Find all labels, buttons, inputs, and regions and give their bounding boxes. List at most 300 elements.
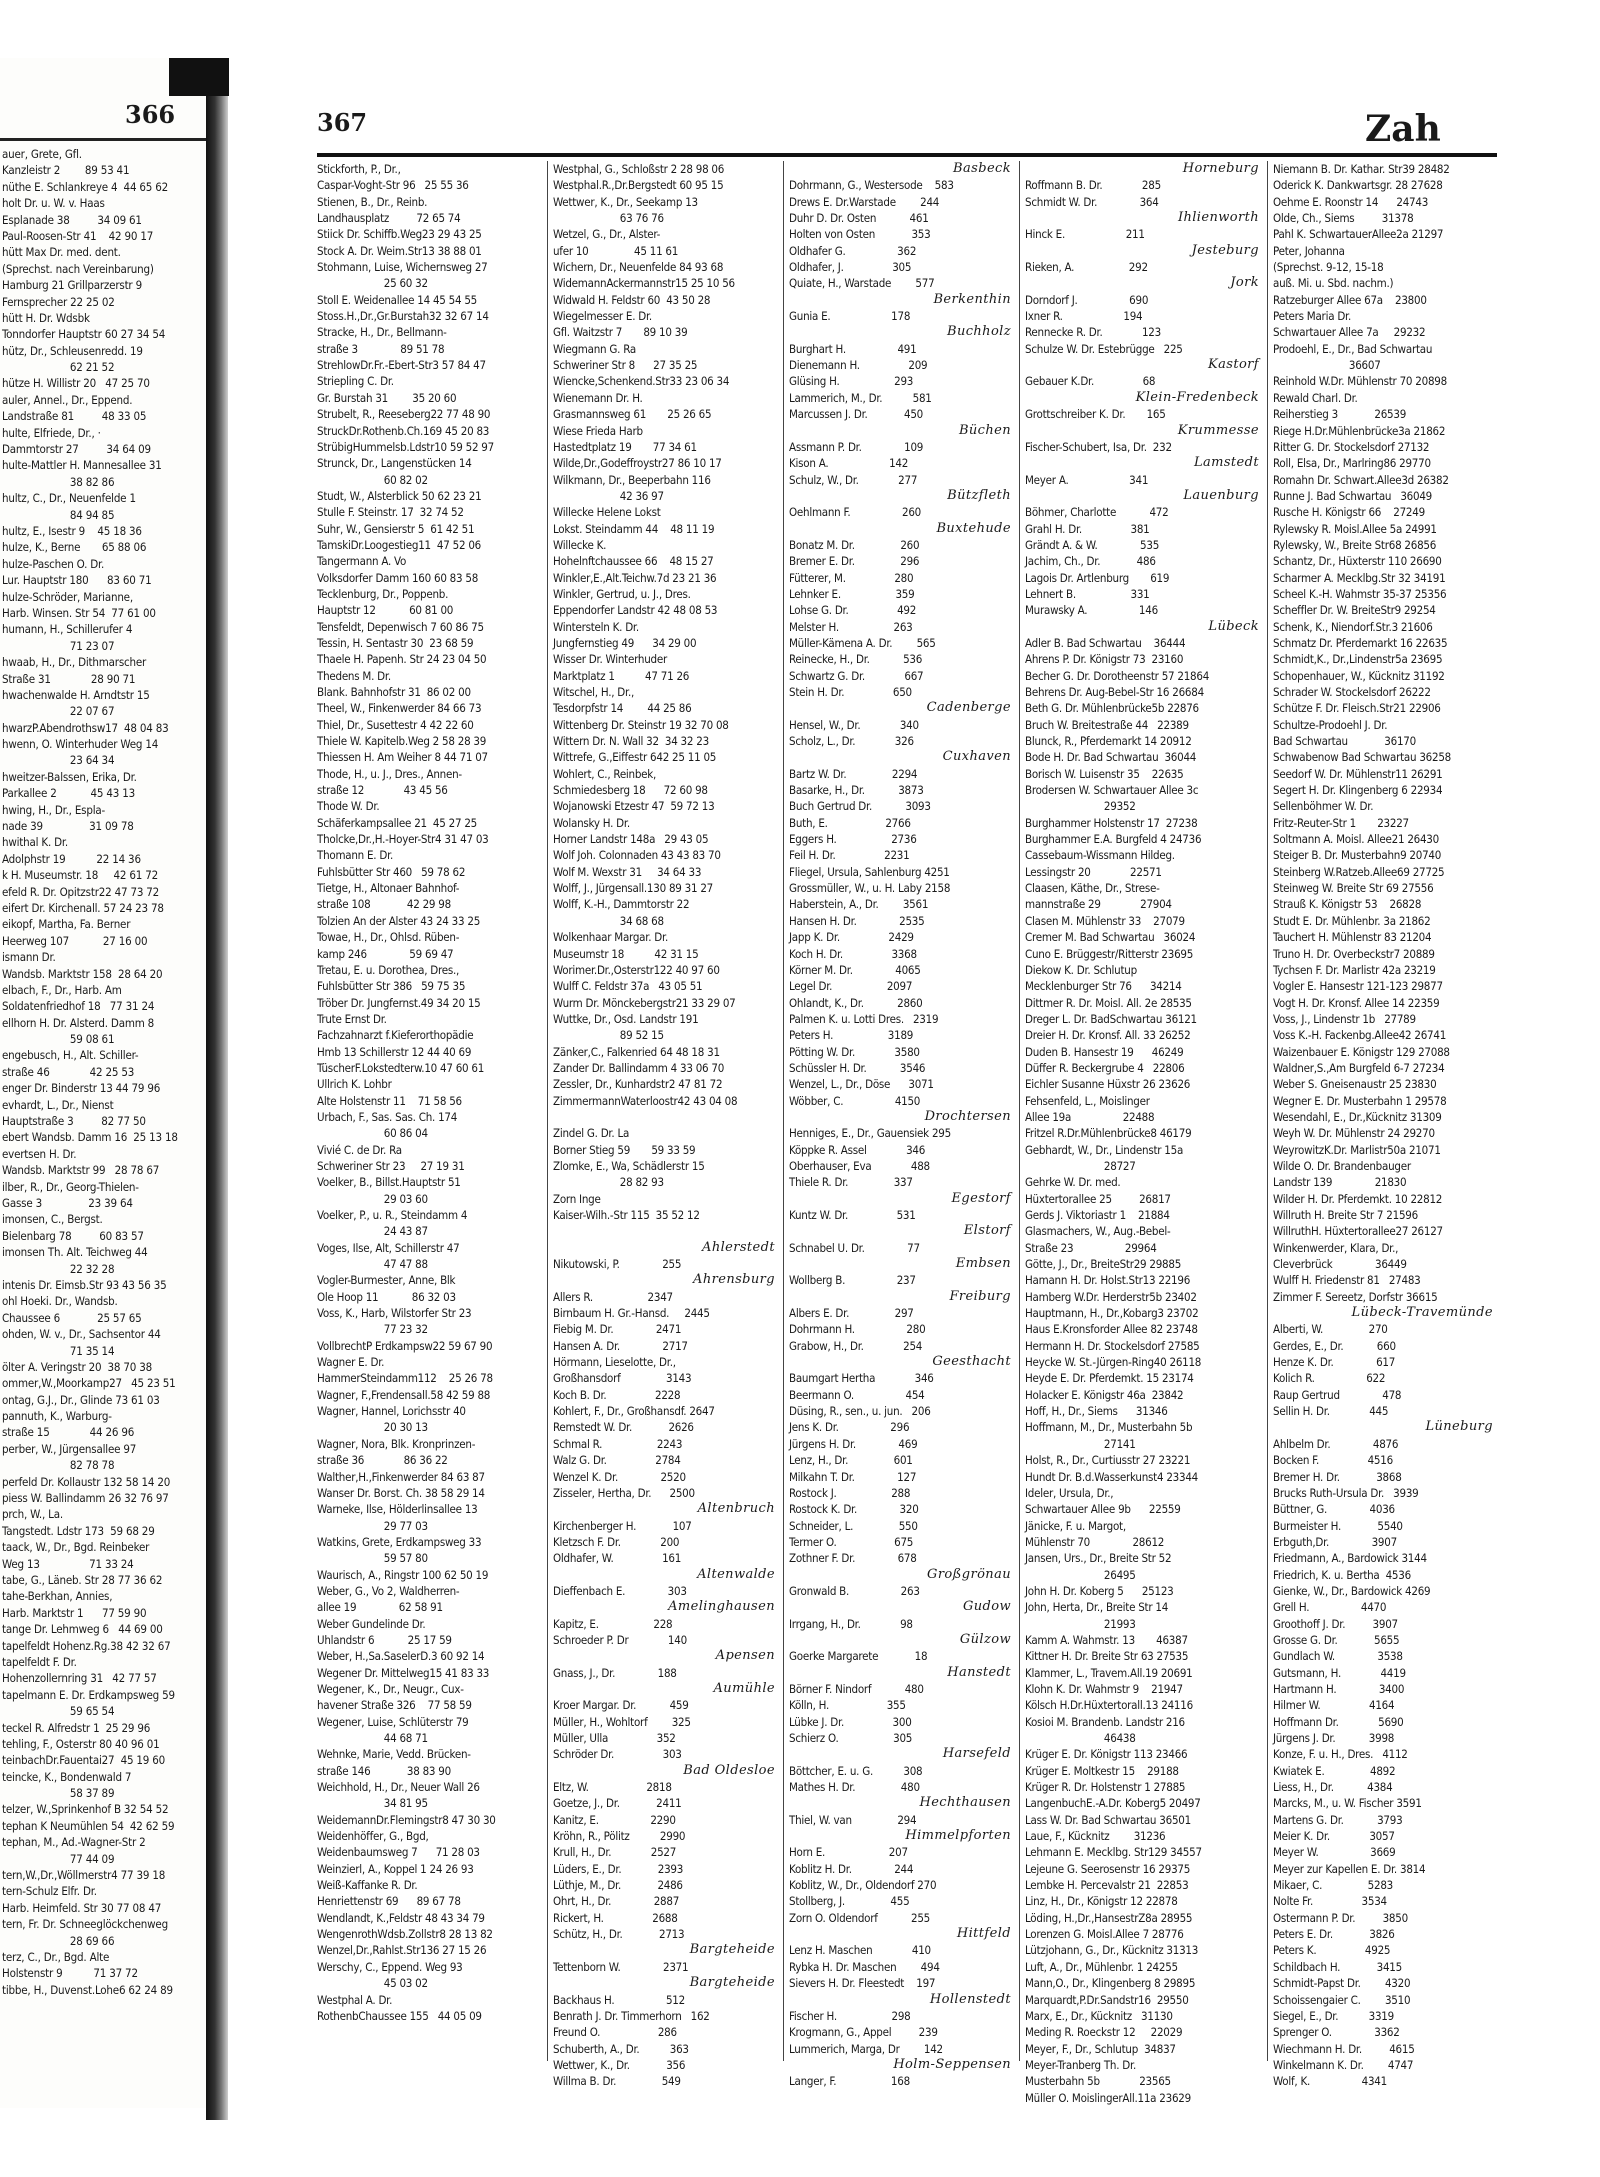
listing-line: Tangermann A. Vo [317,554,407,569]
listing-line: Tretau, E. u. Dorothea, Dres., [317,962,460,977]
listing-line: 22 07 67 [2,704,115,719]
listing-line: Wetzel, G., Dr., Alster- [553,227,661,242]
listing-line: 26495 [1025,1567,1136,1582]
listing-line: hultz, E., Isestr 9 45 18 36 [2,523,142,538]
listing-line: Drews E. Dr.Warstade 244 [789,194,940,209]
listing-line: Weber Gundelinde Dr. [317,1616,426,1631]
listing-line: Schopenhauer, W., Kücknitz 31192 [1273,668,1445,683]
listing-line: straße 12 43 45 56 [317,783,448,798]
listing-line: Erbguth,Dr. 3907 [1273,1534,1397,1549]
listing-line: Ohlandt, K., Dr. 2860 [789,995,923,1010]
listing-line: Willecke K. [553,537,607,552]
listing-line: hulte-Mattler H. Mannesallee 31 [2,458,162,473]
listing-line: Landstraße 81 48 33 05 [2,409,147,424]
listing-line: Wolff, K.-H., Dammtorstr 22 [553,897,690,912]
listing-line: efeld R. Dr. Opitzstr22 47 73 72 [2,884,160,899]
listing-line: Wittern Dr. N. Wall 32 34 32 23 [553,734,709,749]
town-heading: Cuxhaven [942,749,1011,765]
listing-line: Grosse G. Dr. 5655 [1273,1632,1400,1647]
listing-line: Stienen, B., Dr., Reinb. [317,194,428,209]
town-heading: Kastorf [1207,357,1259,373]
listing-line: auer, Grete, Gfl. [2,147,82,161]
listing-line: Wilde O. Dr. Brandenbauger [1273,1158,1411,1173]
listing-line: Tessin, H. Sentastr 30 23 68 59 [317,635,474,650]
listing-line: Weg 13 71 33 24 [2,1556,134,1571]
listing-line: Meier K. Dr. 3057 [1273,1829,1395,1844]
listing-line: Chaussee 6 25 57 65 [2,1310,142,1325]
listing-line: Hoffmann Dr. 5690 [1273,1714,1404,1729]
listing-line: Sellenböhmer W. Dr. [1273,799,1374,814]
listing-line: 58 37 89 [2,1786,115,1801]
listing-line: Ratzeburger Allee 67a 23800 [1273,292,1427,307]
listing-line: Eichler Susanne Hüxstr 26 23626 [1025,1077,1191,1092]
listing-line: Lüthje, M., Dr. 2486 [553,1878,683,1893]
listing-line: TamskiDr.Loogestieg11 47 52 06 [317,537,481,552]
listing-line: WeyrowitzK.Dr. Marlistr50a 21071 [1273,1142,1441,1157]
town-heading: Lübeck-Travemünde [1351,1305,1493,1321]
listing-line: Grasmannsweg 61 25 26 65 [553,407,712,422]
listing-line: Duden B. Hansestr 19 46249 [1025,1044,1184,1059]
listing-line: Parkallee 2 45 43 13 [2,786,135,801]
page-running-head: Zah [1365,108,1441,150]
listing-line: nade 39 31 09 78 [2,819,134,834]
listing-line: straße 108 42 29 98 [317,897,451,912]
listing-line: Schäferkampsallee 21 45 27 25 [317,815,477,830]
listing-line: ölter A. Veringstr 20 38 70 38 [2,1359,152,1374]
listing-line: Voges, Ilse, Alt, Schillerstr 47 [317,1240,460,1255]
listing-line: Buth, E. 2766 [789,815,911,830]
listing-line: Irrgang, H., Dr. 98 [789,1616,913,1631]
directory-column-5 [1273,161,1497,2089]
listing-line: Meyer A. 341 [1025,472,1149,487]
listing-line: telzer, W.,Sprinkenhof B 32 54 52 [2,1802,169,1817]
listing-line: Börner F. Nindorf 480 [789,1681,924,1696]
listing-line: Freund O. 286 [553,2025,677,2040]
listing-line: Tychsen F. Dr. Marlistr 42a 23219 [1273,962,1436,977]
listing-line: Müller-Kämena A. Dr. 565 [789,635,936,650]
listing-line: evhardt, L., Dr., Nienst [2,1097,114,1112]
listing-line: Museumstr 18 42 31 15 [553,946,699,961]
listing-line: 34 68 68 [553,913,664,928]
listing-line: 34 81 95 [317,1796,428,1811]
listing-line: Cleverbrück 36449 [1273,1257,1407,1272]
listing-line: Haberstein, A., Dr. 3561 [789,897,929,912]
town-heading: Bargteheide [689,1975,775,1991]
listing-line: Wendlandt, K.,Feldstr 48 43 34 79 [317,1910,485,1925]
listing-line: perfeld Dr. Kollaustr 132 58 14 20 [2,1474,171,1489]
listing-line: Schröder Dr. 303 [553,1747,682,1762]
listing-line: hultz, C., Dr., Neuenfelde 1 [2,491,136,506]
listing-line: Dohrmann, G., Westersode 583 [789,178,954,193]
listing-line: Tecklenburg, Dr., Poppenb. [317,586,449,601]
listing-line: Gundlach W. 3538 [1273,1649,1403,1664]
listing-line: Sellin H. Dr. 445 [1273,1404,1389,1419]
listing-line: Wulff H. Friedenstr 81 27483 [1273,1273,1421,1288]
listing-line: Scheel K.-H. Wahmstr 35-37 25356 [1273,586,1447,601]
listing-line: Schwartauer Allee 7a 29232 [1273,325,1426,340]
listing-line: Tonndorfer Hauptstr 60 27 34 54 [2,327,166,342]
town-heading: Bad Oldesloe [683,1762,775,1778]
listing-line: Gebhardt, W., Dr., Lindenstr 15a [1025,1142,1184,1157]
listing-line: Lokst. Steindamm 44 48 11 19 [553,521,715,536]
listing-line: Ullrich K. Lohbr [317,1077,392,1092]
listing-line: Wettwer, K., Dr. 356 [553,2057,686,2072]
listing-line: Voss K.-H. Fackenbg.Allee42 26741 [1273,1028,1447,1043]
listing-line: Eltz, W. 2818 [553,1780,672,1795]
listing-line: Wandsb. Marktstr 158 28 64 20 [2,966,163,981]
listing-line: Wenzel,Dr.,Rahlst.Str136 27 15 26 [317,1943,487,1958]
listing-line: Dittmer R. Dr. Moisl. All. 2e 28535 [1025,995,1192,1010]
listing-line: Hermann H. Dr. Stockelsdorf 27585 [1025,1338,1200,1353]
listing-line: eikopf, Martha, Fa. Berner [2,917,131,932]
listing-line: Heerweg 107 27 16 00 [2,933,148,948]
listing-line: Kamm A. Wahmstr. 13 46387 [1025,1632,1188,1647]
listing-line: Burghammer Holstenstr 17 27238 [1025,815,1198,830]
current-page [235,58,1600,2120]
listing-line: Reiherstieg 3 26539 [1273,407,1407,422]
listing-line: Fuhlsbütter Str 460 59 78 62 [317,864,466,879]
listing-line: Zisseler, Hertha, Dr. 2500 [553,1485,695,1500]
listing-line: Glüsing H. 293 [789,374,914,389]
listing-line: Rieken, A. 292 [1025,260,1148,275]
listing-line: Werschy, C., Eppend. Weg 93 [317,1959,463,1974]
listing-line: Zorn O. Oldendorf 255 [789,1910,930,1925]
listing-line: Ixner R. 194 [1025,309,1143,324]
listing-line: Meyer, F., Dr., Schlutup 34837 [1025,2041,1176,2056]
listing-line: Pahl K. SchwartauerAllee2a 21297 [1273,227,1444,242]
listing-line: tern-Schulz Elfr. Dr. [2,1884,97,1899]
previous-page-listing [2,146,202,1998]
listing-line: Hüxtertorallee 25 26817 [1025,1191,1171,1206]
town-heading: Hanstedt [947,1664,1011,1680]
listing-line [553,1109,779,1125]
listing-line: Holacker E. Königstr 46a 23842 [1025,1387,1184,1402]
previous-page-rule [0,138,226,141]
listing-line: Adolphstr 19 22 14 36 [2,851,141,866]
listing-line: Hamburg 21 Grillparzerstr 9 [2,278,142,293]
listing-line: 29352 [1025,799,1136,814]
listing-line: Feil H. Dr. 2231 [789,848,910,863]
listing-line: Bode H. Dr. Bad Schwartau 36044 [1025,750,1197,765]
listing-line: Schmal R. 2243 [553,1436,683,1451]
listing-line: Watkins, Grete, Erdkampsweg 33 [317,1534,482,1549]
previous-page [0,58,226,2108]
column-divider [1019,161,1020,2061]
listing-line: Hansen A. Dr. 2717 [553,1338,688,1353]
listing-line: Meding R. Roeckstr 12 22029 [1025,2025,1183,2040]
listing-line: Hohenzollernring 31 42 77 57 [2,1671,157,1686]
town-heading: Gudow [962,1599,1011,1615]
listing-line: Müller O. MoislingerAll.11a 23629 [1025,2090,1191,2105]
listing-line: Stohmann, Luise, Wichernsweg 27 [317,260,488,275]
listing-line: Wiencke,Schenkend.Str33 23 06 34 [553,374,730,389]
listing-line: Marktplatz 1 47 71 26 [553,668,690,683]
listing-line: Kohlert, F., Dr., Großhansdf. 2647 [553,1404,715,1419]
column-divider [783,161,784,2061]
listing-line: Rennecke R. Dr. 123 [1025,325,1161,340]
listing-line: Schüssler H. Dr. 3546 [789,1060,926,1075]
listing-line: Schrader W. Stockelsdorf 26222 [1273,685,1431,699]
listing-line: Peters K. 4925 [1273,1943,1391,1958]
listing-line: Lenz H. Maschen 410 [789,1943,931,1958]
listing-line: Krüger E. Dr. Königstr 113 23466 [1025,1747,1188,1762]
listing-line: hulze-Schröder, Marianne, [2,589,133,604]
listing-line: Roffmann B. Dr. 285 [1025,178,1161,193]
listing-line: Straße 31 28 90 71 [2,671,136,686]
listing-line: John H. Dr. Koberg 5 25123 [1025,1583,1174,1598]
listing-line: Lorenzen G. Moisl.Allee 7 28776 [1025,1927,1184,1942]
town-heading: Basbeck [953,161,1011,176]
listing-line: Waldner,S.,Am Burgfeld 6-7 27234 [1273,1060,1445,1075]
listing-line: Steiger B. Dr. Musterbahn9 20740 [1273,848,1442,863]
listing-line: Krüger E. Moltkestr 15 29188 [1025,1763,1179,1778]
listing-line: hwenn, O. Winterhuder Weg 14 [2,737,159,752]
listing-line: 29 03 60 [317,1191,428,1206]
listing-line: Kison A. 142 [789,456,909,471]
listing-line: Wolff, J., Jürgensall.130 89 31 27 [553,881,714,896]
listing-line: Nikutowski, P. 255 [553,1257,682,1272]
listing-line: tehling, F., Osterstr 80 40 96 01 [2,1736,160,1751]
listing-line: straße 46 42 25 53 [2,1064,135,1079]
listing-line: Gerdes, E., Dr. 660 [1273,1338,1396,1353]
listing-line: Reinecke, H., Dr. 536 [789,652,923,667]
listing-line: Luft, A., Dr., Mühlenbr. 1 24255 [1025,1959,1178,1974]
listing-line: Zänker,C., Falkenried 64 48 18 31 [553,1044,720,1059]
listing-line: Hauptstr 12 60 81 00 [317,603,454,618]
listing-line: Rylewsky, W., Breite Str68 26856 [1273,537,1437,552]
listing-line: Lummerich, Marga, Dr 142 [789,2041,943,2056]
listing-line: Tesdorpfstr 14 44 25 86 [553,701,692,716]
listing-line: teckel R. Alfredstr 1 25 29 96 [2,1720,151,1735]
listing-line: Ahrens P. Dr. Königstr 73 23160 [1025,652,1184,667]
listing-line: Thedens M. Dr. [317,668,391,683]
listing-line: hulte, Elfriede, Dr., · [2,425,101,440]
listing-line: Stoll E. Weidenallee 14 45 54 55 [317,292,478,307]
listing-line: Kröhn, R., Pölitz 2990 [553,1829,686,1844]
listing-line: Jürgens H. Dr. 469 [789,1436,918,1451]
listing-line: Lübke J. Dr. 300 [789,1714,912,1729]
listing-line: Schwartz G. Dr. 667 [789,668,924,683]
listing-line: Vogler-Burmester, Anne, Blk [317,1273,456,1288]
listing-line: Kolich R. 622 [1273,1371,1386,1386]
listing-line: Haus E.Kronsforder Allee 82 23748 [1025,1322,1198,1337]
listing-line: John, Herta, Dr., Breite Str 14 [1025,1600,1169,1615]
listing-line: Worimer.Dr.,Osterstr122 40 97 60 [553,962,720,977]
listing-line: Lejeune G. Seerosenstr 16 29375 [1025,1861,1191,1876]
listing-line: Vogt H. Dr. Kronsf. Allee 14 22359 [1273,995,1440,1010]
listing-line: Koblitz, W., Dr., Oldendorf 270 [789,1878,937,1893]
listing-line: Seedorf W. Dr. Mühlenstr11 26291 [1273,766,1443,781]
listing-line: Dammtorstr 27 34 64 09 [2,442,151,457]
listing-line: Basarke, H., Dr. 3873 [789,783,924,798]
town-heading: Lauenburg [1183,487,1259,503]
listing-line: Zessler, Dr., Kunhardstr2 47 81 72 [553,1077,723,1092]
listing-line: Holten von Osten 353 [789,227,931,242]
listing-line: WillruthH. Hüxtertorallee27 26127 [1273,1224,1443,1239]
town-heading: Lüneburg [1425,1419,1493,1435]
town-heading: Hollenstedt [929,1991,1011,2007]
listing-line: Müller, Ulla 352 [553,1731,676,1745]
listing-line: kamp 246 59 69 47 [317,946,454,961]
listing-line: Scharmer A. Mecklbg.Str 32 34191 [1273,570,1446,585]
town-heading: Berkenthin [933,291,1011,307]
listing-line: Wagner E. Dr. [317,1355,385,1370]
listing-line: Winkelmann K. Dr. 4747 [1273,2057,1414,2072]
town-heading: Elstorf [963,1223,1011,1239]
listing-line: Dreier H. Dr. Kronsf. All. 33 26252 [1025,1028,1191,1043]
listing-line: Schierz O. 305 [789,1731,913,1745]
listing-line: tapelmann E. Dr. Erdkampsweg 59 [2,1687,175,1702]
listing-line: Kuntz W. Dr. 531 [789,1208,916,1222]
listing-line: Landstr 139 21830 [1273,1175,1407,1190]
town-heading: Jork [1230,275,1259,291]
listing-line: (Sprechst. 9-12, 15-18 [1273,260,1384,275]
listing-line: Marquardt,P.Dr.Sandstr16 29550 [1025,1992,1189,2007]
listing-line: Weber, H.,Sa.SaselerD.3 60 92 14 [317,1649,485,1664]
listing-line: Allee 19a 22488 [1025,1109,1155,1124]
listing-line: Tangstedt. Ldstr 173 59 68 29 [2,1523,155,1538]
listing-line: Wohlert, C., Reinbek, [553,766,657,781]
listing-line: Grabow, H., Dr. 254 [789,1338,923,1353]
listing-line: tapelfeldt F. Dr. [2,1654,77,1669]
listing-line: Müller, H., Wohltorf 325 [553,1714,691,1729]
listing-line: Jens K. Dr. 296 [789,1420,910,1435]
listing-line: Thiele R. Dr. 337 [789,1175,913,1190]
listing-line: Rusche H. Königstr 66 27249 [1273,505,1425,520]
listing-line: Wilder H. Dr. Pferdemkt. 10 22812 [1273,1191,1443,1206]
town-heading: Bützfleth [947,487,1011,503]
directory-column-2 [553,161,779,2089]
listing-line: Landhausplatz 72 65 74 [317,211,461,226]
listing-line: Sprenger O. 3362 [1273,2025,1400,2040]
listing-line: tange Dr. Lehmweg 6 44 69 00 [2,1622,163,1637]
listing-line: Brucks Ruth-Ursula Dr. 3939 [1273,1485,1419,1500]
listing-line: Fischer-Schubert, Isa, Dr. 232 [1025,439,1172,454]
listing-line: Kanzleistr 2 89 53 41 [2,163,130,178]
town-heading: Klein-Fredenbeck [1135,389,1259,405]
listing-line: Hensel, W., Dr. 340 [789,717,919,732]
listing-line: Dienemann H. 209 [789,358,928,373]
listing-line: Hörmann, Lieselotte, Dr., [553,1355,676,1370]
listing-line: Borner Stieg 59 59 33 59 [553,1142,696,1157]
listing-line: Schmidt,K., Dr.,Lindenstr5a 23695 [1273,652,1443,667]
listing-line: Stoss.H.,Dr.,Gr.Burstah32 32 67 14 [317,309,489,324]
listing-line: 22 32 28 [2,1261,115,1276]
listing-line: Bremer H. Dr. 3868 [1273,1469,1402,1484]
town-heading: Ahrensburg [693,1272,775,1288]
listing-line: Hastedtplatz 19 77 34 61 [553,439,697,454]
listing-line: Lembke H. Percevalstr 21 22853 [1025,1878,1189,1893]
listing-line: 27141 [1025,1436,1136,1451]
listing-line: Urbach, F., Sas. Sas. Ch. 174 [317,1109,458,1124]
listing-line: 59 65 54 [2,1704,115,1719]
town-heading: Lübeck [1208,618,1259,634]
listing-line: Kwiatek E. 4892 [1273,1763,1396,1778]
listing-line: Martens G. Dr. 3793 [1273,1812,1403,1827]
listing-line: tahe-Berkhan, Annies, [2,1589,113,1604]
listing-line: Prodoehl, E., Dr., Bad Schwartau [1273,341,1433,356]
listing-line: Holstenstr 9 71 37 72 [2,1966,138,1981]
listing-line: Peters H. 3189 [789,1028,914,1043]
listing-line: Gfl. Waitzstr 7 89 10 39 [553,325,688,340]
town-heading: Hechthausen [919,1795,1011,1811]
listing-line: allee 19 62 58 91 [317,1600,443,1615]
listing-line: 29 77 03 [317,1518,428,1533]
listing-line: piess W. Ballindamm 26 32 76 97 [2,1491,169,1506]
listing-line: Wilkmann, Dr., Beeperbahn 116 [553,472,711,487]
listing-line: Schantz, Dr., Hüxterstr 110 26690 [1273,554,1442,569]
listing-line: Gienke, W., Dr., Bardowick 4269 [1273,1583,1431,1598]
listing-line: Nolte Fr. 3534 [1273,1894,1387,1909]
listing-line: Peters E. Dr. 3826 [1273,1927,1395,1942]
town-heading: Holm-Seppensen [893,2056,1011,2072]
listing-line: Wisser Dr. Winterhuder [553,652,667,667]
listing-line: Kroer Margar. Dr. 459 [553,1698,689,1713]
listing-line: Fachzahnarzt f.Kieferorthopädie [317,1028,474,1043]
listing-line: enger Dr. Binderstr 13 44 79 96 [2,1081,161,1096]
listing-line: Götte, J., Dr., BreiteStr29 29885 [1025,1257,1182,1272]
town-heading: Jesteburg [1191,242,1259,258]
listing-line: 44 68 71 [317,1731,428,1745]
listing-line: 59 08 61 [2,1032,115,1047]
listing-line: nüthe E. Schlankreye 4 44 65 62 [2,179,169,194]
listing-line: ellhorn H. Dr. Alsterd. Damm 8 [2,1015,155,1030]
listing-line: 28 69 66 [2,1933,115,1948]
listing-line: Zorn Inge [553,1191,601,1206]
listing-line: Winkenwerder, Klara, Dr., [1273,1240,1399,1255]
listing-line: Waurisch, A., Ringstr 100 62 50 19 [317,1567,489,1582]
listing-line: Rostock K. Dr. 320 [789,1502,919,1517]
listing-line: Dreger L. Dr. BadSchwartau 36121 [1025,1011,1197,1026]
listing-line: Lüders, E., Dr. 2393 [553,1861,684,1876]
listing-line: 47 47 88 [317,1257,428,1272]
listing-line: taack, W., Dr., Bgd. Reinbeker [2,1540,150,1555]
listing-line: hütze H. Willistr 20 47 25 70 [2,376,150,391]
listing-line: Meyer zur Kapellen E. Dr. 3814 [1273,1861,1426,1876]
listing-line: Buch Gertrud Dr. 3093 [789,799,931,814]
listing-line: Behrens Dr. Aug-Bebel-Str 16 26684 [1025,685,1204,699]
town-heading: Aumühle [713,1680,775,1696]
listing-line: Marx, E., Dr., Kücknitz 31130 [1025,2008,1173,2023]
listing-line: hwarzP.Abendrothsw17 48 04 83 [2,720,169,735]
listing-line: Wöbber, C. 4150 [789,1093,921,1108]
listing-line: Wolf M. Wexstr 31 34 64 33 [553,864,702,879]
listing-line: Großhansdorf 3143 [553,1371,692,1386]
listing-line: Gunia E. 178 [789,309,911,324]
listing-line: Langer, F. 168 [789,2074,910,2089]
listing-line: Düffer R. Beckergrube 4 22806 [1025,1060,1185,1075]
listing-line: Runne J. Bad Schwartau 36049 [1273,488,1432,503]
listing-line: Löding, H.,Dr.,HansestrZ8a 28955 [1025,1910,1193,1925]
listing-line: 25 60 32 [317,276,428,291]
listing-line: evertsen H. Dr. [2,1146,77,1161]
listing-line: Weidenhöffer, G., Bgd, [317,1829,429,1844]
listing-line: Schweriner Str 23 27 19 31 [317,1158,465,1173]
listing-line: Wiegmann G. Ra [553,341,636,356]
listing-line: Gutsmann, H. 4419 [1273,1665,1406,1680]
listing-line: Eppendorfer Landstr 42 48 08 53 [553,603,718,618]
listing-line: Soltmann A. Moisl. Allee21 26430 [1273,832,1439,847]
listing-line: StruckDr.Rothenb.Ch.169 45 20 83 [317,423,490,438]
listing-line: TüscherF.Lokstedterw.10 47 60 61 [317,1060,485,1075]
listing-line: Zander Dr. Ballindamm 4 33 06 70 [553,1060,725,1075]
listing-line: ZimmermannWaterloostr42 43 04 08 [553,1093,738,1108]
listing-line: Voss, K., Harb, Wilstorfer Str 23 [317,1306,472,1321]
listing-line: Lagois Dr. Artlenburg 619 [1025,570,1170,585]
listing-line: Tietge, H., Altonaer Bahnhof- [317,881,460,896]
listing-line: Birnbaum H. Gr.-Hansd. 2445 [553,1306,710,1321]
town-heading: Bargteheide [689,1942,775,1958]
